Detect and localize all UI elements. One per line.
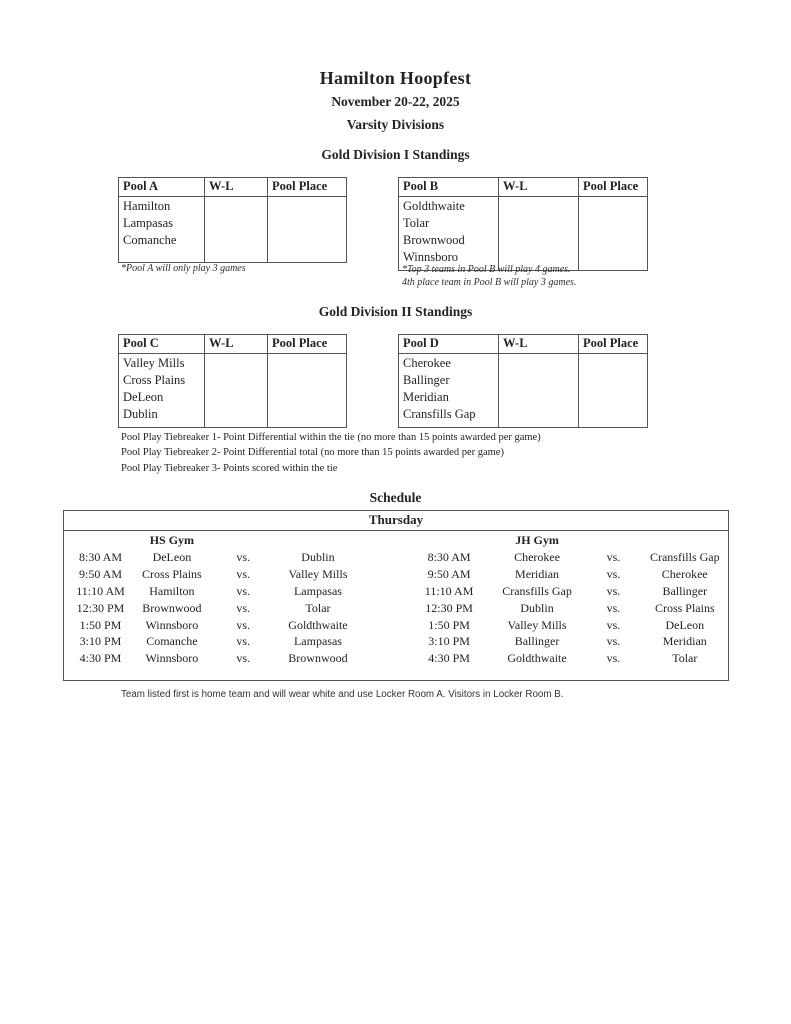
wl-cell-empty [204,197,267,262]
home-team: Brownwood [142,600,202,615]
column-spacer [356,549,409,566]
schedule-row [64,566,728,583]
team-name: Winnsboro [403,250,459,264]
wl-column-header: W-L [498,335,578,354]
vs-label: vs. [606,634,621,649]
team-name: Valley Mills [123,356,185,370]
away-team: Cherokee [661,566,708,581]
pool-a-table [118,177,347,263]
column-spacer [356,650,409,667]
pool-place-column-header: Pool Place [578,178,647,197]
pool-place-column-header: Pool Place [267,178,346,197]
pool-a-body-row [119,197,346,262]
vs-label: vs. [236,566,251,581]
pool-a-team-list [119,197,204,262]
pool-c-team-list [119,354,204,427]
away-team: Lampasas [293,583,342,598]
wl-cell-empty [498,354,578,427]
home-team: Goldthwaite [507,651,567,666]
jh-gym-header: JH Gym [515,533,559,547]
team-name: DeLeon [123,390,164,404]
schedule-title: Schedule [369,490,422,505]
column-spacer [356,600,409,617]
home-team: Cross Plains [142,566,202,581]
game-time: 8:30 AM [427,549,471,564]
team-name: Goldthwaite [403,199,465,213]
home-team: Winnsboro [145,651,199,666]
schedule-body [64,531,728,680]
home-team: Valley Mills [507,617,567,632]
wl-column-header: W-L [498,178,578,197]
pool-b-notes [402,264,576,289]
pool-c-body-row [119,354,346,427]
schedule-row [64,583,728,600]
column-spacer [356,583,409,600]
pool-a-name-header: Pool A [119,178,204,197]
game-time: 3:10 PM [428,634,470,649]
pool-b-body-row [399,197,647,270]
away-team: Tolar [305,600,331,615]
pool-c-name-header: Pool C [119,335,204,354]
vs-label: vs. [236,600,251,615]
vs-label: vs. [236,651,251,666]
home-team: Comanche [146,634,198,649]
pool-d-body-row [399,354,647,427]
away-team: Lampasas [293,634,342,649]
game-time: 9:50 AM [427,566,471,581]
column-spacer [356,566,409,583]
schedule-table [63,510,729,681]
event-dates: November 20-22, 2025 [331,94,460,109]
vs-label: vs. [236,634,251,649]
division1-title: Gold Division I Standings [321,147,470,162]
schedule-row [64,617,728,634]
pool-c-header-row [119,335,346,354]
away-team: Tolar [672,651,698,666]
team-name: Hamilton [123,199,171,213]
vs-label: vs. [606,566,621,581]
away-team: Ballinger [662,583,708,598]
team-name: Comanche [123,233,177,247]
pool-c-table [118,334,347,428]
wl-column-header: W-L [204,178,267,197]
pool-place-column-header: Pool Place [578,335,647,354]
pool-d-header-row [399,335,647,354]
hs-gym-header: HS Gym [149,533,195,547]
game-time: 12:30 PM [425,600,473,615]
team-name: Meridian [403,390,449,404]
document-header [0,68,791,133]
game-time: 4:30 PM [79,651,122,666]
schedule-row [64,633,728,650]
game-time: 8:30 AM [79,549,123,564]
vs-label: vs. [606,651,621,666]
pool-b-note-line: 4th place team in Pool B will play 3 games. [402,276,577,288]
tiebreaker-rule-3: Pool Play Tiebreaker 3- Points scored within the tie [121,462,338,474]
pool-d-table [398,334,648,428]
home-team: Cherokee [514,549,561,564]
vs-label: vs. [606,583,621,598]
away-team: Meridian [662,634,707,649]
game-time: 3:10 PM [79,634,122,649]
vs-label: vs. [236,583,251,598]
home-team: Hamilton [149,583,195,598]
game-time: 12:30 PM [76,600,125,615]
team-name: Lampasas [123,216,173,230]
home-team: Winnsboro [145,617,199,632]
pool-place-cell-empty [267,354,346,427]
home-team: DeLeon [152,549,192,564]
home-team: Cransfills Gap [502,583,572,598]
away-team: Brownwood [288,651,348,666]
pool-a-header-row [119,178,346,197]
vs-label: vs. [236,617,251,632]
schedule-row [64,650,728,667]
away-team: Cransfills Gap [649,549,720,564]
pool-place-cell-empty [578,354,647,427]
column-spacer [356,633,409,650]
team-name: Brownwood [403,233,465,247]
column-spacer [356,617,409,634]
schedule-row [64,600,728,617]
away-team: Dublin [301,549,335,564]
pool-place-column-header: Pool Place [267,335,346,354]
game-time: 4:30 PM [428,651,470,666]
game-time: 1:50 PM [79,617,122,632]
game-time: 1:50 PM [428,617,470,632]
gym-header-row [64,532,728,549]
tiebreaker-rules [121,430,541,476]
team-name: Tolar [403,216,430,230]
away-team: Cross Plains [654,600,715,615]
pool-place-cell-empty [578,197,647,270]
home-team-note: Team listed first is home team and will wear white and use Locker Room A. Visitors in Locker Room B. [121,689,564,700]
pool-b-table [398,177,648,271]
vs-label: vs. [606,549,621,564]
schedule-day-header: Thursday [64,511,728,531]
division2-title: Gold Division II Standings [318,304,473,319]
wl-column-header: W-L [204,335,267,354]
away-team: Goldthwaite [288,617,348,632]
pool-d-name-header: Pool D [399,335,498,354]
home-team: Ballinger [514,634,560,649]
away-team: DeLeon [665,617,705,632]
pool-d-team-list [399,354,498,427]
page-title: Hamilton Hoopfest [319,68,472,88]
pool-place-cell-empty [267,197,346,262]
game-time: 9:50 AM [79,566,123,581]
home-team: Dublin [520,600,554,615]
pool-b-note-line: *Top 3 teams in Pool B will play 4 games. [402,264,571,275]
wl-cell-empty [204,354,267,427]
away-team: Valley Mills [288,566,348,581]
team-name: Cross Plains [123,373,186,387]
game-time: 11:10 AM [424,583,474,598]
game-time: 11:10 AM [76,583,125,598]
team-name: Dublin [123,407,158,421]
team-name: Cransfills Gap [403,407,476,421]
tiebreaker-rule-1: Pool Play Tiebreaker 1- Point Differential within the tie (no more than 15 points awarded per game) [121,432,541,443]
pool-b-team-list [399,197,498,270]
vs-label: vs. [606,617,621,632]
team-name: Cherokee [403,356,451,370]
pool-b-name-header: Pool B [399,178,498,197]
vs-label: vs. [606,600,621,615]
home-team: Meridian [515,566,560,581]
division-subtitle: Varsity Divisions [346,117,445,132]
tiebreaker-rule-2: Pool Play Tiebreaker 2- Point Differential total (no more than 15 points awarded per game) [121,447,504,459]
team-name: Ballinger [403,373,450,387]
schedule-row [64,549,728,566]
pool-b-header-row [399,178,647,197]
vs-label: vs. [236,549,251,564]
pool-a-note: *Pool A will only play 3 games [121,263,246,274]
wl-cell-empty [498,197,578,270]
